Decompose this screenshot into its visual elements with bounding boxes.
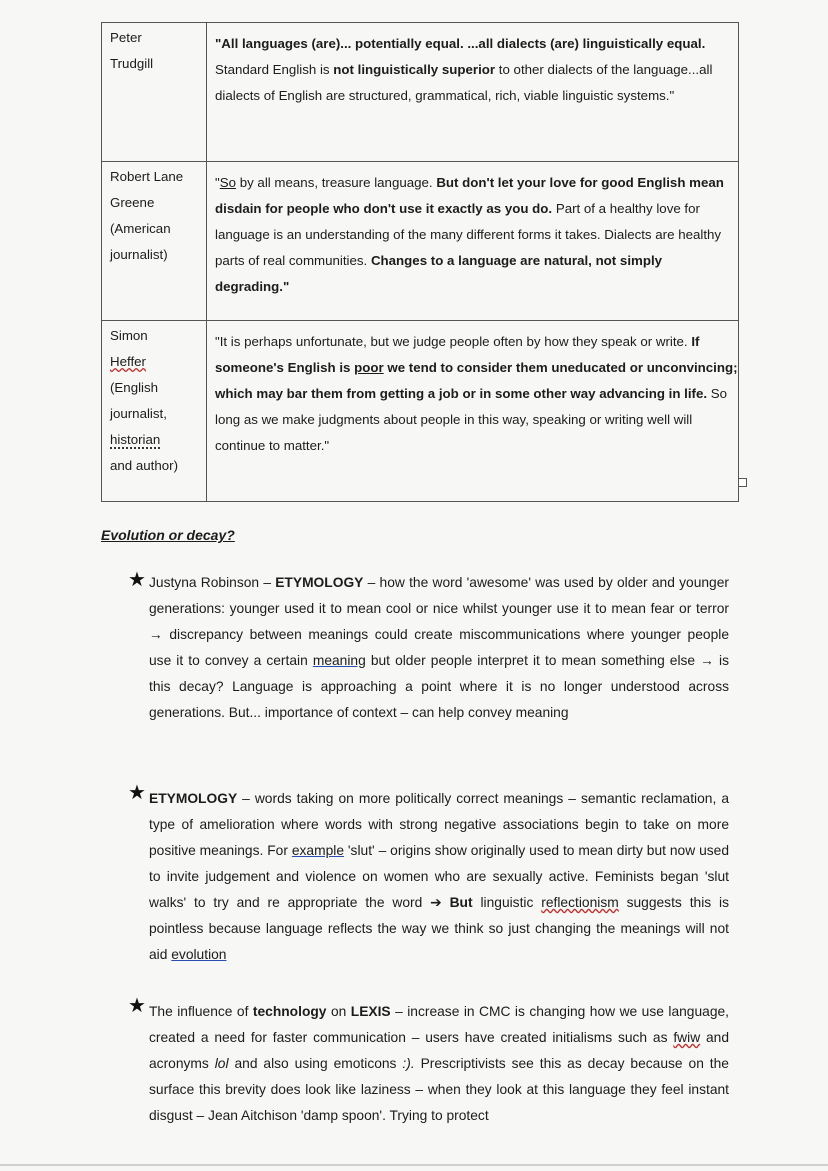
author-line: journalist): [110, 247, 168, 262]
text-run: Standard English is: [215, 62, 334, 77]
text-run: ETYMOLOGY: [149, 791, 238, 806]
author-line: historian: [110, 432, 161, 447]
text-run: So long as we make judgments about people in this way, speaking or writing well will continue to matter.": [215, 386, 728, 453]
text-run: but older people interpret it to mean something else → is this decay? Language is approaching a point where it is no longer understood across generations. But... importance of context – can help convey meaning: [149, 653, 729, 720]
quote-author: [102, 23, 207, 162]
author-line: Greene: [110, 195, 155, 210]
note-paragraph: [149, 999, 729, 1129]
quote-text: [207, 23, 739, 162]
table-resize-handle[interactable]: [738, 478, 747, 487]
text-run: and acronyms: [149, 1030, 729, 1071]
text-run: reflectionism: [541, 895, 619, 910]
text-run: :).: [402, 1056, 415, 1071]
text-run: meaning: [312, 653, 366, 668]
table-row: [102, 321, 739, 502]
star-bullet-icon: ★: [128, 782, 146, 804]
text-run: and also using emoticons: [228, 1056, 403, 1071]
text-run: poor: [354, 360, 384, 375]
text-run: evolution: [171, 947, 227, 962]
text-run: ETYMOLOGY: [275, 575, 364, 590]
text-run: linguistic: [472, 895, 542, 910]
text-run: to other dialects of the language...all dialects of English are structured, grammatical, rich, viable linguistic systems.": [215, 62, 713, 103]
text-run: by all means, treasure language.: [236, 175, 437, 190]
text-run: – increase in CMC is changing how we use language, created a need for faster communication – users have created initialisms such as: [149, 1004, 729, 1045]
text-run: ": [215, 175, 220, 190]
author-line: Heffer: [110, 354, 146, 369]
text-run: equal.: [666, 36, 706, 51]
text-run: we tend to consider them uneducated or unconvincing; which may bar them from getting a job or in some other way advancing in life.: [215, 360, 738, 401]
text-run: Prescriptivists see this as decay because on the surface this brevity does look like laziness – when they look at this language they feel instant disgust – Jean Aitchison 'damp spoon'. Trying to protect: [149, 1056, 729, 1123]
author-line: Trudgill: [110, 56, 154, 71]
text-run: – how the word 'awesome' was used by older and younger generations: younger used it to mean cool or nice whilst younger use it to mean fear or terror → discrepancy between meanings could create miscommunications where younger people use it to convey a certain: [149, 575, 729, 668]
text-run: If someone's English is: [215, 334, 700, 375]
text-run: example: [291, 843, 345, 858]
text-run: LEXIS: [350, 1004, 391, 1019]
text-run: But don't let your love for good English mean disdain for people who don't use it exactly as you do.: [215, 175, 724, 216]
text-run: ➔ But: [430, 895, 473, 910]
table-row: [102, 23, 739, 162]
text-run: The influence of: [149, 1004, 253, 1019]
section-heading: Evolution or decay?: [101, 527, 235, 543]
author-line: journalist,: [110, 406, 167, 421]
text-run: not linguistically superior: [333, 62, 496, 77]
text-run: 'slut' – origins show originally used to mean dirty but now used to invite judgement and violence on women who are sexually active. Feminists began 'slut walks' to try and re appropriate the word: [149, 843, 729, 910]
author-line: Robert Lane: [110, 169, 184, 184]
text-run: lol: [214, 1056, 229, 1071]
quote-author: [102, 321, 207, 502]
text-run: Changes to a language are natural, not simply degrading.": [215, 253, 663, 294]
page-edge-divider: [0, 1164, 828, 1166]
text-run: So: [219, 175, 236, 190]
text-run: "All languages (are)... potentially equal. ...all dialects (are) linguistically: [215, 36, 664, 51]
text-run: Justyna Robinson –: [149, 575, 276, 590]
quotes-table: [101, 22, 739, 502]
text-run: suggests this is pointless because language reflects the way we think so just changing the meanings will not aid: [149, 895, 730, 962]
author-line: and author): [110, 458, 179, 473]
text-run: "It is perhaps unfortunate, but we judge people often by how they speak or write.: [215, 334, 692, 349]
text-run: technology: [252, 1004, 327, 1019]
star-bullet-icon: ★: [128, 569, 146, 591]
author-line: Simon: [110, 328, 148, 343]
note-paragraph: [149, 786, 729, 968]
text-run: fwiw: [673, 1030, 701, 1045]
author-line: Peter: [110, 30, 142, 45]
table-row: [102, 162, 739, 321]
text-run: – words taking on more politically correct meanings – semantic reclamation, a type of amelioration where words with strong negative associations begin to take on more positive meanings. For: [149, 791, 729, 858]
quote-text: [207, 321, 739, 502]
quote-author: [102, 162, 207, 321]
star-bullet-icon: ★: [128, 995, 146, 1017]
author-line: (English: [110, 380, 159, 395]
author-line: (American: [110, 221, 171, 236]
note-paragraph: [149, 570, 729, 726]
text-run: on: [326, 1004, 351, 1019]
text-run: Part of a healthy love for language is an understanding of the many different forms it takes. Dialects are healthy parts of real communities.: [215, 201, 722, 268]
quote-text: [207, 162, 739, 321]
